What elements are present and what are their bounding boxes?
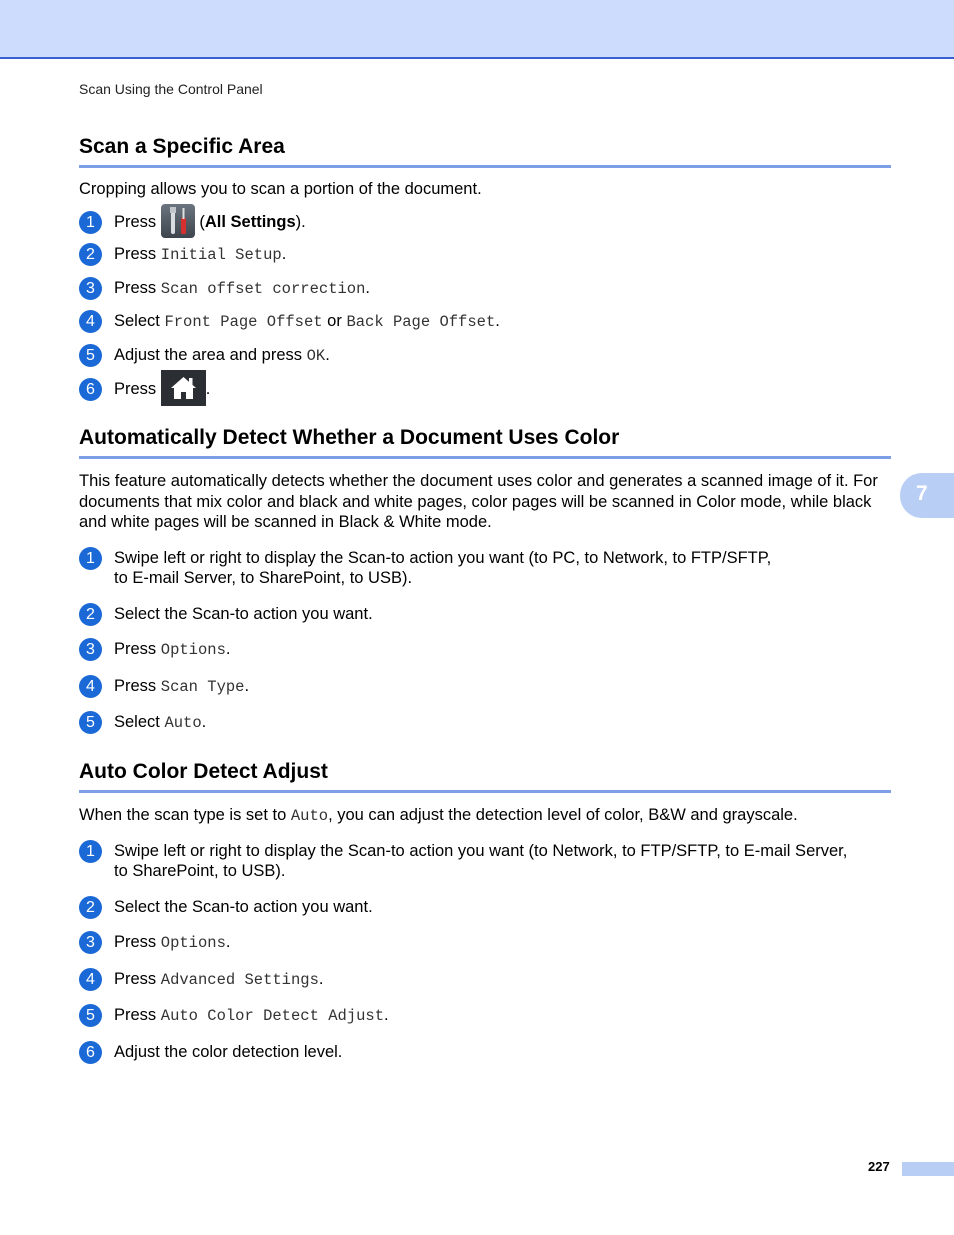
all-settings-icon xyxy=(161,204,195,238)
step-text: or xyxy=(322,312,347,331)
section-intro xyxy=(79,805,891,827)
step-text: . xyxy=(384,1006,389,1024)
step-2 xyxy=(79,244,891,266)
step-number: 4 xyxy=(79,675,102,698)
step-number: 2 xyxy=(79,603,102,626)
menu-option: Scan Type xyxy=(160,677,245,696)
section-intro: Cropping allows you to scan a portion of the document. xyxy=(79,180,482,198)
step-4 xyxy=(79,676,891,698)
step-text: . xyxy=(365,278,370,297)
step-text: Press xyxy=(114,380,157,399)
chapter-tab xyxy=(900,473,954,518)
step-3 xyxy=(79,932,891,954)
home-icon xyxy=(161,370,206,406)
step-5 xyxy=(79,345,891,367)
section-auto-color-detect-adjust xyxy=(79,760,891,1062)
menu-option: Options xyxy=(160,934,226,952)
step-3 xyxy=(79,278,891,300)
step-text: . xyxy=(205,380,211,399)
step-4 xyxy=(79,969,891,991)
section-auto-detect-color xyxy=(79,426,891,734)
step-text: Select xyxy=(114,713,165,731)
step-text: Adjust the color detection level. xyxy=(114,1042,343,1061)
running-header: Scan Using the Control Panel xyxy=(79,81,263,97)
section-title: Auto Color Detect Adjust xyxy=(79,760,891,793)
step-5 xyxy=(79,712,891,734)
menu-option: Front Page Offset xyxy=(164,313,323,332)
step-1 xyxy=(79,548,891,589)
menu-option: Advanced Settings xyxy=(160,970,319,989)
step-text: Press xyxy=(114,245,161,264)
step-text: Press xyxy=(114,933,161,951)
step-number: 5 xyxy=(79,711,102,734)
step-5 xyxy=(79,1005,891,1027)
step-text: Press xyxy=(114,640,161,658)
step-3 xyxy=(79,639,891,661)
menu-option: OK xyxy=(306,346,326,365)
step-4 xyxy=(79,311,891,333)
menu-option: Auto Color Detect Adjust xyxy=(160,1007,385,1025)
step-1 xyxy=(79,841,891,882)
step-text: . xyxy=(201,713,207,731)
step-text: . xyxy=(244,676,250,695)
step-number: 4 xyxy=(79,968,102,991)
step-2 xyxy=(79,604,891,625)
step-6 xyxy=(79,379,891,400)
step-text: to SharePoint, to USB). xyxy=(114,862,286,880)
step-6 xyxy=(79,1042,891,1063)
menu-option: Back Page Offset xyxy=(346,313,496,332)
top-header-band xyxy=(0,0,954,59)
step-text: Press xyxy=(114,278,161,297)
menu-option: Options xyxy=(160,641,226,659)
page-number: 227 xyxy=(868,1159,890,1174)
menu-option: Initial Setup xyxy=(160,246,282,265)
step-text: Select the Scan-to action you want. xyxy=(114,897,373,916)
step-text: Press xyxy=(114,676,161,695)
step-text: . xyxy=(225,640,231,658)
step-number: 3 xyxy=(79,931,102,954)
section-scan-specific-area xyxy=(79,135,891,400)
step-number: 5 xyxy=(79,344,102,367)
step-number: 2 xyxy=(79,243,102,266)
step-text: . xyxy=(318,969,324,988)
step-text: Press xyxy=(114,969,161,988)
menu-option: Auto xyxy=(290,807,329,825)
section-title: Automatically Detect Whether a Document Uses Color xyxy=(79,426,891,459)
chapter-number: 7 xyxy=(916,482,928,505)
menu-option: Scan offset correction xyxy=(160,279,366,298)
step-text: Press xyxy=(114,1006,161,1024)
menu-option: Auto xyxy=(164,714,202,732)
step-text: . xyxy=(325,345,330,364)
step-number: 1 xyxy=(79,547,102,570)
step-number: 6 xyxy=(79,1041,102,1064)
step-text: Press xyxy=(114,212,157,231)
step-text: Swipe left or right to display the Scan-to action you want (to PC, to Network, to FTP/SFTP, xyxy=(114,548,772,567)
intro-text: When the scan type is set to xyxy=(79,806,291,824)
section-intro: This feature automatically detects whether the document uses color and generates a scanned image of it. For documents that mix color and black and white pages, color pages will be scanned in Color mode, while black and white pages will be scanned in Black & White mode. xyxy=(79,472,878,531)
step-number: 4 xyxy=(79,310,102,333)
step-text: . xyxy=(225,933,231,951)
step-number: 1 xyxy=(79,840,102,863)
step-number: 3 xyxy=(79,277,102,300)
all-settings-label: All Settings xyxy=(204,212,296,231)
step-text: ). xyxy=(295,212,306,231)
step-text: . xyxy=(495,312,500,331)
step-text: Select xyxy=(114,312,165,331)
step-text: to E-mail Server, to SharePoint, to USB). xyxy=(114,569,413,587)
footer-band xyxy=(902,1162,954,1176)
step-number: 5 xyxy=(79,1004,102,1027)
step-text: Select the Scan-to action you want. xyxy=(114,604,373,623)
step-number: 1 xyxy=(79,211,102,234)
step-number: 6 xyxy=(79,378,102,401)
step-text: ( xyxy=(194,212,205,231)
step-text: Swipe left or right to display the Scan-to action you want (to Network, to FTP/SFTP, to E-mail Server, xyxy=(114,841,848,860)
step-1 xyxy=(79,212,891,233)
step-text: . xyxy=(281,245,287,264)
section-title: Scan a Specific Area xyxy=(79,135,891,168)
step-text: Adjust the area and press xyxy=(114,345,307,364)
step-number: 2 xyxy=(79,896,102,919)
intro-text: , you can adjust the detection level of color, B&W and grayscale. xyxy=(328,806,798,824)
step-2 xyxy=(79,897,891,918)
step-number: 3 xyxy=(79,638,102,661)
